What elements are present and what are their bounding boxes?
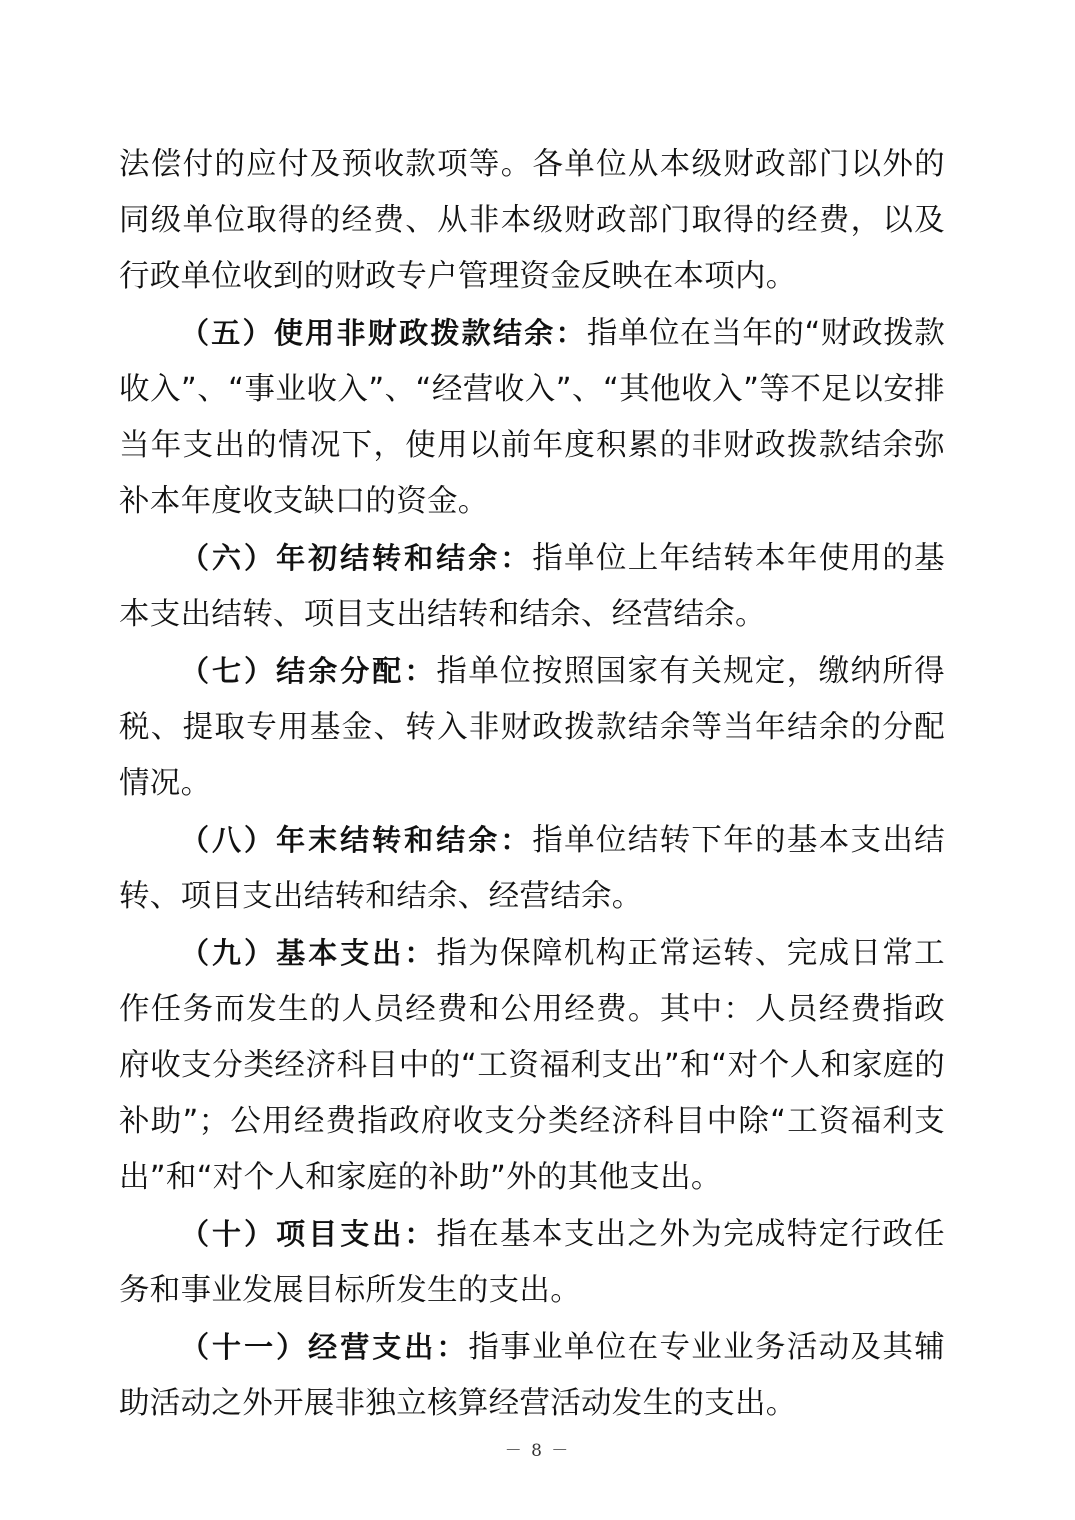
paragraph-text: 指单位结转下年的基本支出结转、项目支出结转和结余、经营结余。: [119, 823, 945, 914]
paragraph-opening-carryover: [119, 530, 945, 643]
paragraph-continuation: [119, 137, 945, 305]
term-heading: （九）基本支出：: [180, 936, 437, 970]
document-body: [119, 137, 945, 1432]
term-heading: （十）项目支出：: [180, 1217, 437, 1251]
paragraph-basic-expenditure: [119, 925, 945, 1206]
paragraph-non-fiscal-surplus-use: [119, 305, 945, 530]
paragraph-text: 指单位上年结转本年使用的基本支出结转、项目支出结转和结余、经营结余。: [119, 541, 945, 632]
term-heading: （十一）经营支出：: [180, 1330, 469, 1364]
term-heading: （六）年初结转和结余：: [180, 541, 533, 575]
paragraph-text: 指事业单位在专业业务活动及其辅助活动之外开展非独立核算经营活动发生的支出。: [119, 1330, 945, 1421]
paragraph-closing-carryover: [119, 812, 945, 925]
paragraph-text: 指在基本支出之外为完成特定行政任务和事业发展目标所发生的支出。: [119, 1217, 945, 1308]
paragraph-project-expenditure: [119, 1206, 945, 1319]
term-heading: （七）结余分配：: [180, 654, 437, 688]
term-heading: （八）年末结转和结余：: [180, 823, 533, 857]
paragraph-text: 指单位按照国家有关规定，缴纳所得税、提取专用基金、转入非财政拨款结余等当年结余的分配情况。: [119, 654, 945, 801]
paragraph-text: 法偿付的应付及预收款项等。各单位从本级财政部门以外的同级单位取得的经费、从非本级财政部门取得的经费，以及行政单位收到的财政专户管理资金反映在本项内。: [119, 147, 945, 294]
term-heading: （五）使用非财政拨款结余：: [180, 316, 587, 350]
page-number: － 8 －: [504, 1441, 571, 1461]
paragraph-text: 指为保障机构正常运转、完成日常工作任务而发生的人员经费和公用经费。其中：人员经费指政府收支分类经济科目中的“工资福利支出”和“对个人和家庭的补助”；公用经费指政府收支分类经济科目中除“工资福利支出”和“对个人和家庭的补助”外的其他支出。: [119, 936, 945, 1195]
paragraph-operating-expenditure: [119, 1319, 945, 1432]
paragraph-surplus-distribution: [119, 643, 945, 812]
paragraph-text: 指单位在当年的“财政拨款收入”、“事业收入”、“经营收入”、“其他收入”等不足以安排当年支出的情况下，使用以前年度积累的非财政拨款结余弥补本年度收支缺口的资金。: [119, 316, 945, 519]
